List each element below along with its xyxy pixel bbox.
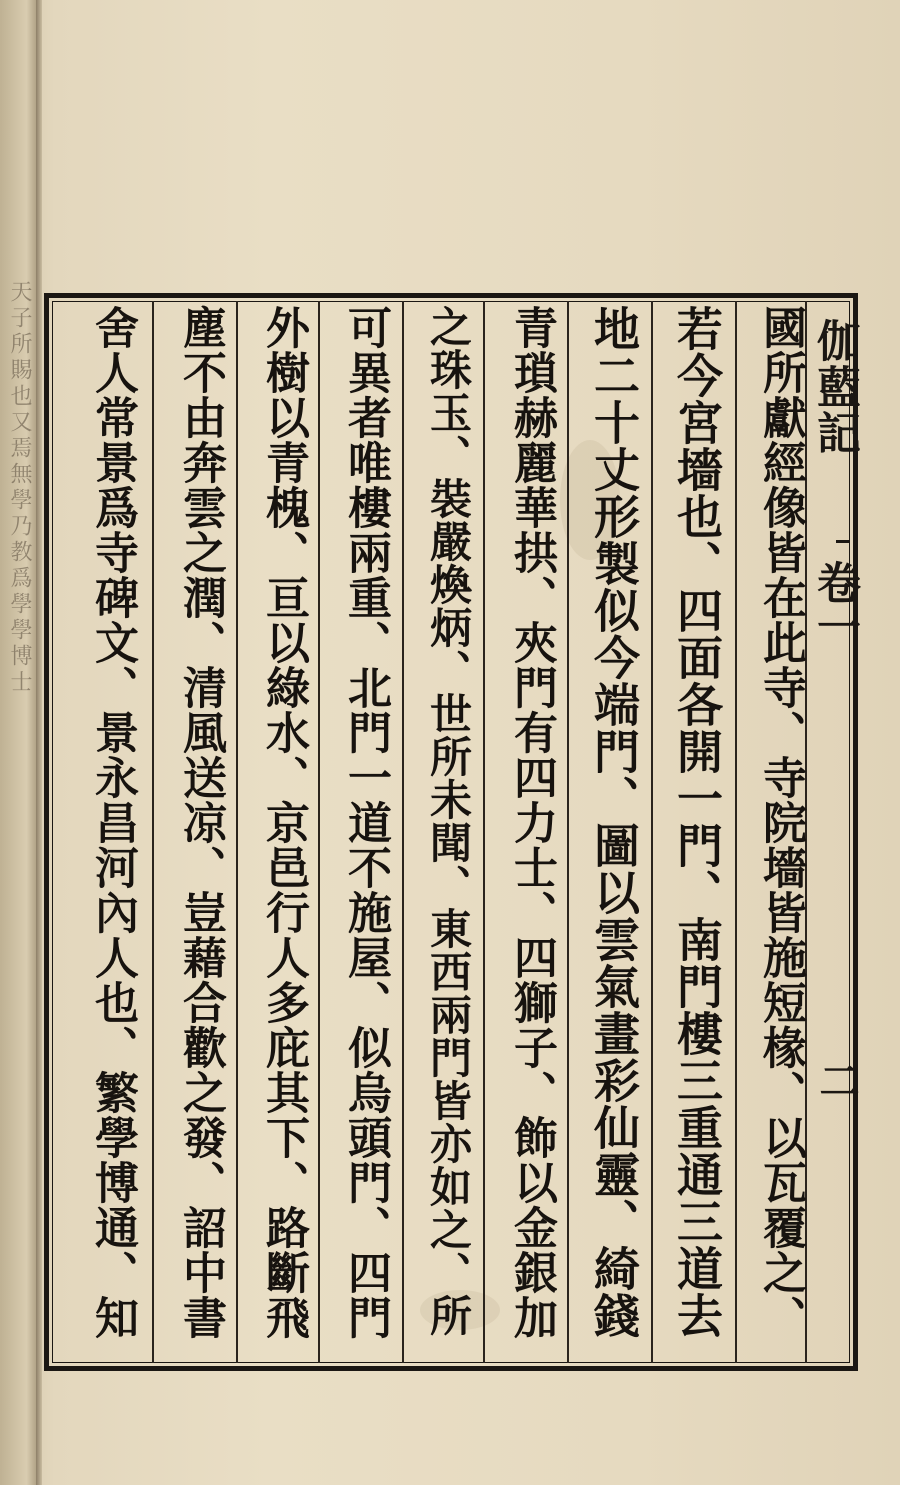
column-text: 之珠玉、裝嚴煥炳、世所未聞、東西兩門皆亦如之、所	[424, 305, 473, 1337]
text-column-9	[72, 305, 152, 1355]
column-text: 舍人常景爲寺碑文、景永昌河內人也、繁學博通、知	[87, 305, 138, 1340]
text-column-6	[325, 305, 405, 1355]
column-text: 外樹以青槐、亘以綠水、京邑行人多庇其下、路斷飛	[258, 305, 309, 1340]
book-spine	[36, 0, 42, 1485]
text-column-2	[657, 305, 737, 1355]
fish-tail-mark	[836, 540, 850, 551]
column-text: 可異者唯樓兩重、北門一道不施屋、似烏頭門、四門	[340, 305, 391, 1340]
banxin-page-number: 二	[813, 1060, 860, 1100]
column-text: 青瑣赫麗華拱、夾門有四力士、四獅子、飾以金銀加	[506, 305, 557, 1340]
column-text: 若今宮墻也、四面各開一門、南門樓三重通三道去	[670, 305, 724, 1339]
text-column-5	[408, 305, 488, 1355]
column-text: 國所獻經像皆在此寺、寺院墻皆施短椽、以瓦覆之、	[755, 305, 806, 1340]
banxin-title: 伽藍記	[809, 318, 860, 456]
text-column-3	[574, 305, 654, 1355]
column-text: 地二十丈形製似今端門、圖以雲氣畫彩仙靈、綺錢	[587, 305, 641, 1339]
text-column-7	[243, 305, 323, 1355]
adjacent-page-edge	[0, 0, 38, 1485]
text-column-1	[740, 305, 820, 1355]
banxin-volume: 卷一	[809, 560, 860, 648]
adjacent-page-text: 天子所賜也又焉無學乃教爲學學博士	[7, 280, 32, 696]
text-column-8	[160, 305, 240, 1355]
text-column-4	[491, 305, 571, 1355]
column-rule	[152, 301, 154, 1363]
column-text: 塵不由奔雲之潤、清風送凉、豈藉合歡之發、詔中書	[175, 305, 226, 1340]
